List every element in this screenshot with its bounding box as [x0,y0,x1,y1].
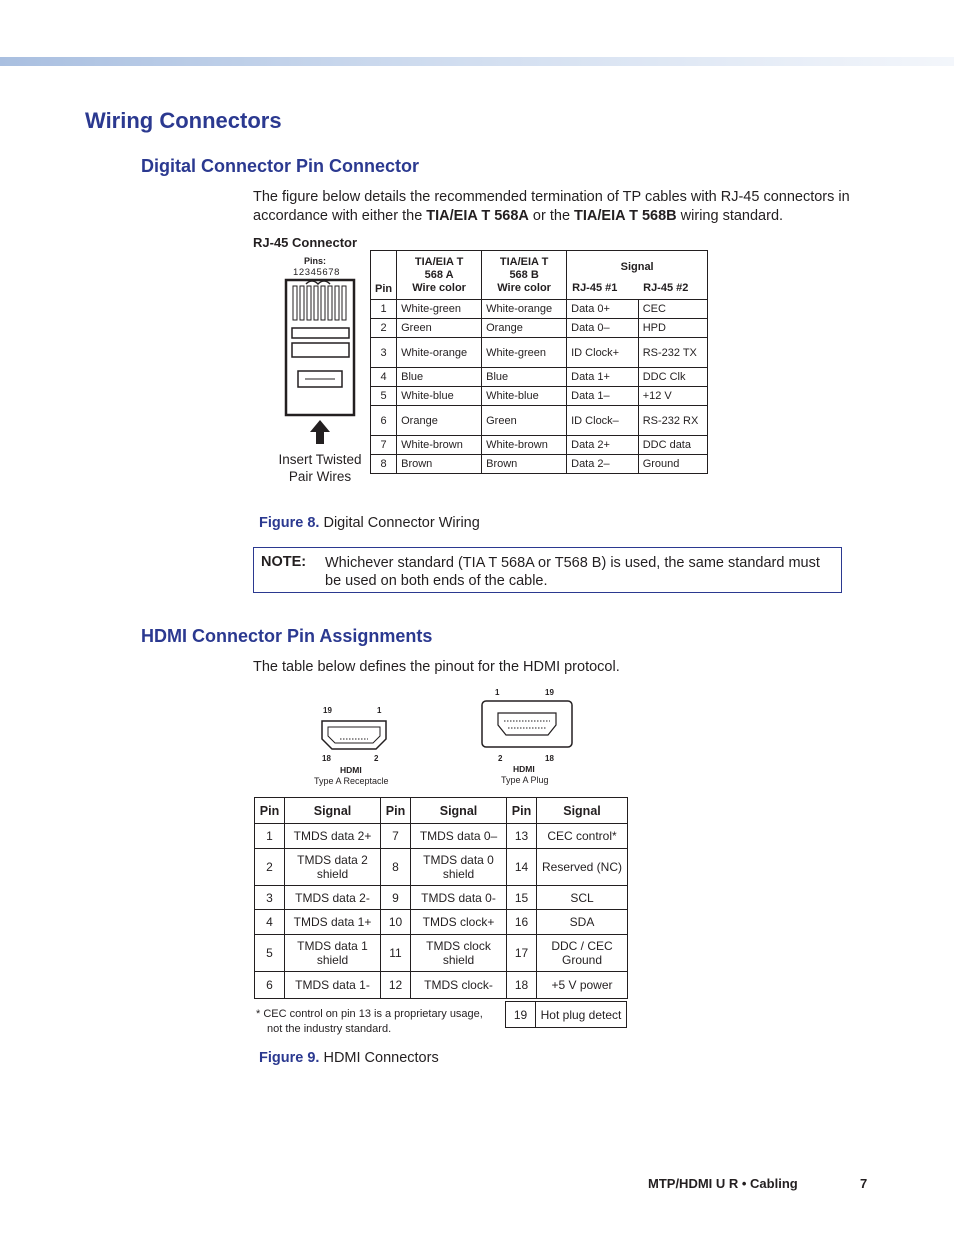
section-title: Wiring Connectors [85,108,282,133]
table-row: 3 White-orange White-green ID Clock+ RS-232 TX [371,338,708,368]
rj45-plug-drawing [280,278,360,448]
table-row: 4 TMDS data 1+ 10 TMDS clock+ 16 SDA [255,910,628,935]
hdmi-pin-19-row [505,1001,627,1028]
page-number: 7 [860,1176,868,1191]
digital-heading: Digital Connector Pin Connector [141,156,420,176]
hdmi-heading: HDMI Connector Pin Assignments [141,626,433,646]
table-row: 3 TMDS data 2- 9 TMDS data 0- 15 SCL [255,886,628,910]
table-row: 7 White-brown White-brown Data 2+ DDC data [371,436,708,455]
table-row: 6 TMDS data 1- 12 TMDS clock- 18 +5 V power [255,972,628,999]
col-568a: TIA/EIA T 568 A Wire color [397,251,482,300]
note-text: Whichever standard (TIA T 568A or T568 B) is used, the same standard must be used on both ends of the cable. [325,555,820,589]
table-row: 6 Orange Green ID Clock– RS-232 RX [371,406,708,436]
pins-numbers: 12345678 [293,267,341,278]
col-568b: TIA/EIA T 568 B Wire color [482,251,567,300]
table-row: 1 White-green White-orange Data 0+ CEC [371,300,708,319]
header-gradient-bar [0,57,954,66]
hdmi-pin-table: Pin Signal Pin Signal Pin Signal 1 TMDS data 2+ 7 TMDS data 0– 13 CEC control* 2 TMDS data 2 shield 8 TMDS data 0 shield 14 Reserved (NC) 3 TMDS data 2- 9 TMDS data 0- 15 SCL 4 TMDS data 1+ 10 TMDS clock+ 16 SDA 5 TMDS data 1 shield 11 TMDS clock shield 17 DDC / CEC Ground 6 TMDS data 1- 12 TMDS clock- 18 +5 V power [254,797,628,999]
table-row: 4 Blue Blue Data 1+ DDC Clk [371,368,708,387]
footer-title: MTP/HDMI U R • Cabling [648,1176,798,1191]
insert-wires-label: Insert Twisted Pair Wires [278,452,362,484]
pins-label: Pins: [304,256,327,266]
table-row: 2 TMDS data 2 shield 8 TMDS data 0 shield 14 Reserved (NC) [255,849,628,886]
hdmi-receptacle: 19 1 18 2 HDMI Type A Receptacle [314,706,389,786]
figure-9-caption: Figure 9. HDMI Connectors [259,1050,439,1066]
rj45-connector-label: RJ-45 Connector [253,235,358,250]
digital-intro: The figure below details the recommended termination of TP cables with RJ-45 connectors in accordance with either the TIA/EIA T 568A or the TIA/EIA T 568B wiring standard. [253,189,850,224]
cec-footnote: * CEC control on pin 13 is a proprietary usage, not the industry standard. [256,1008,483,1035]
table-row: 5 TMDS data 1 shield 11 TMDS clock shield 17 DDC / CEC Ground [255,935,628,972]
note-box [253,547,842,593]
table-row: 5 White-blue White-blue Data 1– +12 V [371,387,708,406]
hdmi-plug: 1 19 2 18 HDMI Type A Plug [478,685,578,787]
col-signal: Signal RJ-45 #1 RJ-45 #2 [567,251,708,300]
note-label: NOTE: [261,554,307,570]
hdmi-intro: The table below defines the pinout for the HDMI protocol. [253,659,620,675]
table-row: 2 Green Orange Data 0– HPD [371,319,708,338]
table-row: 19 Hot plug detect [506,1002,627,1028]
rj45-wiring-table [370,250,708,474]
table-row: 8 Brown Brown Data 2– Ground [371,455,708,474]
col-pin: Pin [371,251,397,300]
figure-8-caption: Figure 8. Digital Connector Wiring [259,515,480,531]
table-row: 1 TMDS data 2+ 7 TMDS data 0– 13 CEC control* [255,824,628,849]
